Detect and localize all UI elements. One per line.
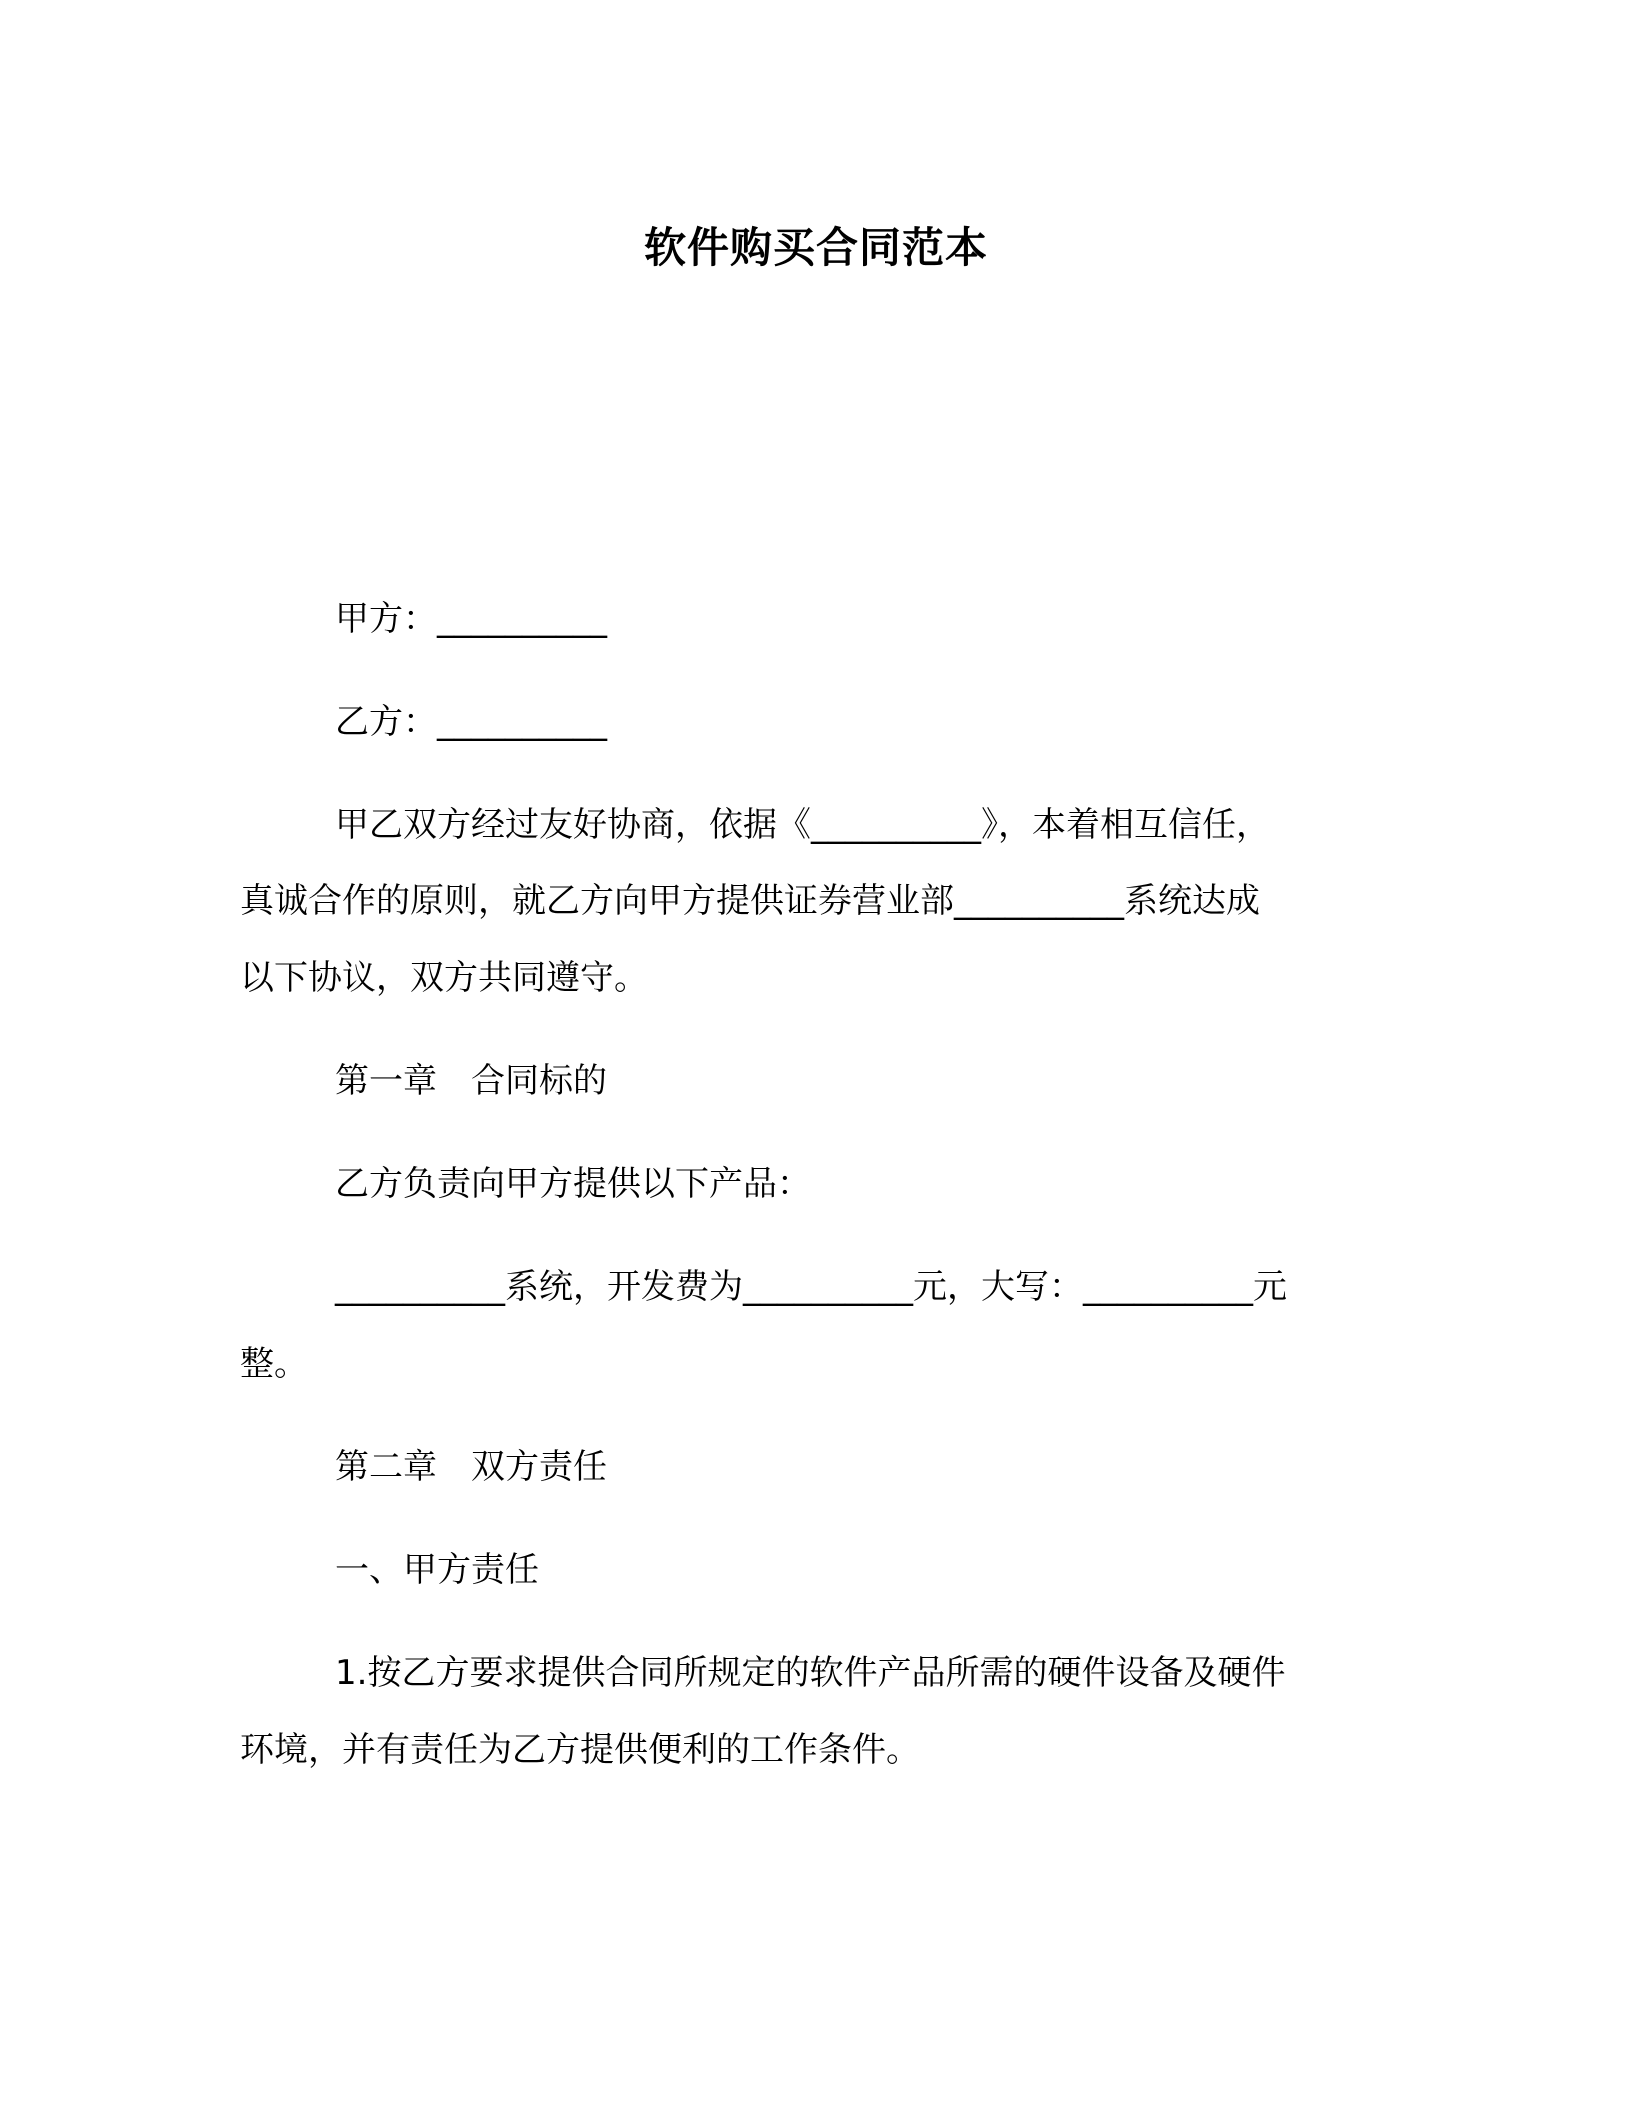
chapter-2-heading: 第二章 双方责任 bbox=[335, 1447, 607, 1487]
chapter-1-para: 乙方负责向甲方提供以下产品： bbox=[335, 1164, 811, 1204]
party-b-line: 乙方：__________ bbox=[335, 702, 607, 742]
party-a-line: 甲方：__________ bbox=[335, 599, 607, 639]
product-line-1: __________系统，开发费为__________元，大写：__________元 bbox=[335, 1267, 1287, 1307]
intro-line-2: 真诚合作的原则，就乙方向甲方提供证券营业部__________系统达成 bbox=[240, 881, 1260, 921]
clause-1-line-1: 1.按乙方要求提供合同所规定的软件产品所需的硬件设备及硬件 bbox=[335, 1653, 1286, 1693]
document-title: 软件购买合同范本 bbox=[643, 223, 988, 272]
intro-line-1: 甲乙双方经过友好协商，依据《__________》，本着相互信任， bbox=[335, 805, 1270, 845]
section-party-a-heading: 一、甲方责任 bbox=[335, 1550, 539, 1590]
product-line-2: 整。 bbox=[240, 1344, 308, 1384]
chapter-1-heading: 第一章 合同标的 bbox=[335, 1061, 607, 1101]
intro-line-3: 以下协议，双方共同遵守。 bbox=[240, 958, 648, 998]
clause-1-line-2: 环境，并有责任为乙方提供便利的工作条件。 bbox=[240, 1730, 920, 1770]
